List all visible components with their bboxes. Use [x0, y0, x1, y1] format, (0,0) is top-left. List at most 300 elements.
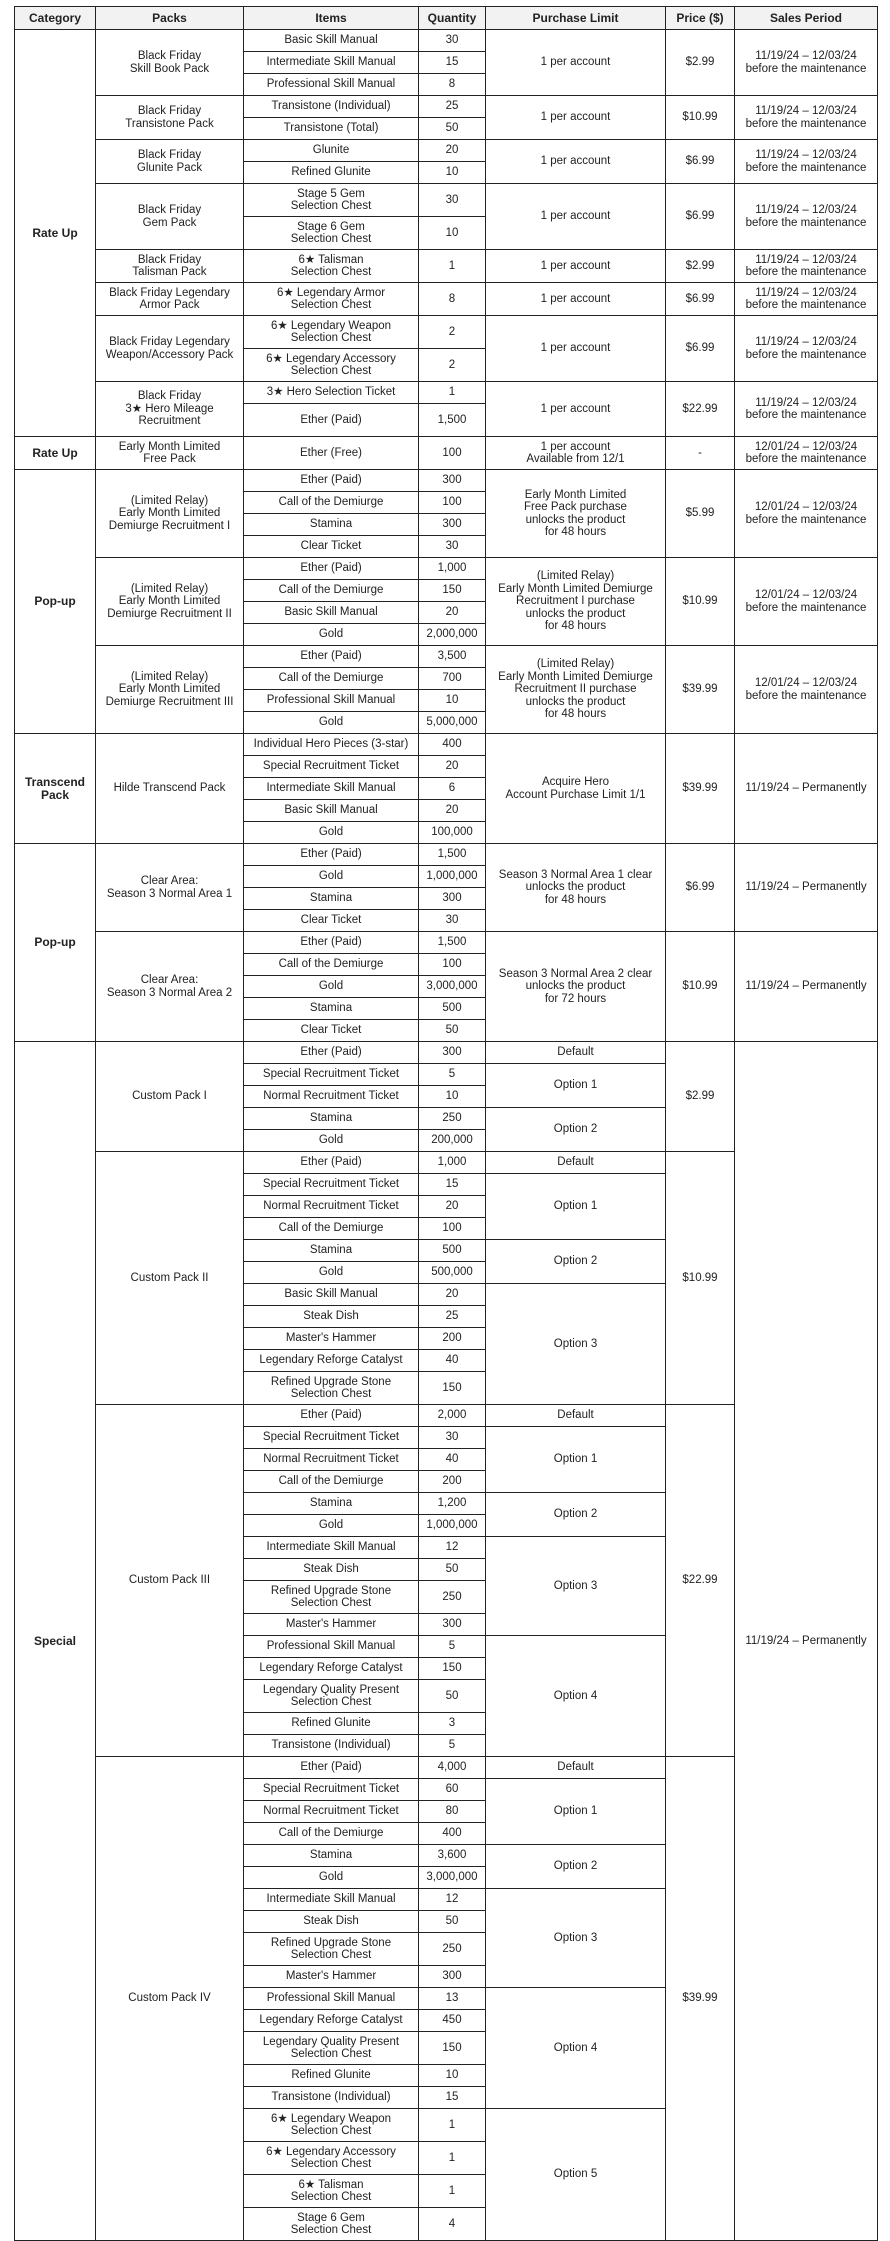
item-quantity-cell: 500	[419, 998, 486, 1020]
item-name-cell: Special Recruitment Ticket	[244, 756, 419, 778]
purchase-limit-cell: Default	[486, 1152, 666, 1174]
pack-name-cell: Black Friday Skill Book Pack	[96, 30, 244, 96]
item-name-cell: Ether (Paid)	[244, 470, 419, 492]
sales-period-cell: 11/19/24 – Permanently	[735, 844, 878, 932]
item-name-cell: Stamina	[244, 1108, 419, 1130]
item-quantity-cell: 6	[419, 778, 486, 800]
table-row	[15, 250, 878, 283]
pack-name-cell: Black Friday Talisman Pack	[96, 250, 244, 283]
item-quantity-cell: 3,000,000	[419, 1867, 486, 1889]
item-name-cell: Basic Skill Manual	[244, 30, 419, 52]
price-cell: $10.99	[666, 1152, 735, 1405]
purchase-limit-cell: Option 4	[486, 1636, 666, 1757]
header-packs: Packs	[96, 7, 244, 30]
item-quantity-cell: 400	[419, 734, 486, 756]
item-name-cell: Gold	[244, 1262, 419, 1284]
table-row	[15, 470, 878, 492]
pack-name-cell: Clear Area: Season 3 Normal Area 1	[96, 844, 244, 932]
table-row	[15, 437, 878, 470]
item-name-cell: Steak Dish	[244, 1306, 419, 1328]
purchase-limit-cell: Option 2	[486, 1845, 666, 1889]
item-name-cell: Gold	[244, 1130, 419, 1152]
item-name-cell: Ether (Paid)	[244, 646, 419, 668]
purchase-limit-cell: Option 3	[486, 1889, 666, 1988]
purchase-limit-cell: 1 per account	[486, 283, 666, 316]
purchase-limit-cell: Default	[486, 1405, 666, 1427]
item-quantity-cell: 10	[419, 690, 486, 712]
item-name-cell: Refined Glunite	[244, 2065, 419, 2087]
item-quantity-cell: 2	[419, 316, 486, 349]
purchase-limit-cell: 1 per account	[486, 140, 666, 184]
item-name-cell: Stage 6 Gem Selection Chest	[244, 217, 419, 250]
item-name-cell: Special Recruitment Ticket	[244, 1779, 419, 1801]
item-name-cell: Gold	[244, 866, 419, 888]
price-cell: $6.99	[666, 283, 735, 316]
item-quantity-cell: 15	[419, 2087, 486, 2109]
item-name-cell: 6★ Legendary Weapon Selection Chest	[244, 316, 419, 349]
item-quantity-cell: 50	[419, 118, 486, 140]
sales-period-cell: 11/19/24 – Permanently	[735, 1042, 878, 2241]
item-quantity-cell: 150	[419, 1658, 486, 1680]
item-name-cell: Transistone (Individual)	[244, 1735, 419, 1757]
item-quantity-cell: 300	[419, 888, 486, 910]
header-quantity: Quantity	[419, 7, 486, 30]
price-cell: $39.99	[666, 734, 735, 844]
sales-period-cell: 11/19/24 – 12/03/24 before the maintenance	[735, 316, 878, 382]
item-quantity-cell: 3,600	[419, 1845, 486, 1867]
item-name-cell: Legendary Reforge Catalyst	[244, 1658, 419, 1680]
item-name-cell: Stamina	[244, 1493, 419, 1515]
table-row	[15, 646, 878, 668]
item-quantity-cell: 300	[419, 1966, 486, 1988]
item-quantity-cell: 30	[419, 30, 486, 52]
item-name-cell: Call of the Demiurge	[244, 1471, 419, 1493]
pack-name-cell: (Limited Relay) Early Month Limited Demiurge Recruitment I	[96, 470, 244, 558]
table-row	[15, 1042, 878, 1064]
sales-period-cell: 11/19/24 – 12/03/24 before the maintenance	[735, 30, 878, 96]
item-name-cell: Refined Upgrade Stone Selection Chest	[244, 1933, 419, 1966]
item-name-cell: Special Recruitment Ticket	[244, 1174, 419, 1196]
item-name-cell: Ether (Paid)	[244, 1757, 419, 1779]
item-name-cell: Gold	[244, 822, 419, 844]
item-name-cell: Professional Skill Manual	[244, 74, 419, 96]
purchase-limit-cell: Option 5	[486, 2109, 666, 2241]
item-quantity-cell: 300	[419, 1042, 486, 1064]
item-quantity-cell: 1	[419, 2109, 486, 2142]
purchase-limit-cell: Option 2	[486, 1240, 666, 1284]
pack-name-cell: (Limited Relay) Early Month Limited Demiurge Recruitment III	[96, 646, 244, 734]
item-name-cell: Stamina	[244, 514, 419, 536]
item-name-cell: Clear Ticket	[244, 910, 419, 932]
item-name-cell: 3★ Hero Selection Ticket	[244, 382, 419, 404]
item-name-cell: Gold	[244, 976, 419, 998]
item-name-cell: Clear Ticket	[244, 1020, 419, 1042]
sales-period-cell: 11/19/24 – 12/03/24 before the maintenance	[735, 96, 878, 140]
table-row	[15, 558, 878, 580]
item-name-cell: Stage 6 Gem Selection Chest	[244, 2208, 419, 2241]
item-quantity-cell: 60	[419, 1779, 486, 1801]
item-quantity-cell: 100	[419, 437, 486, 470]
sales-period-cell: 11/19/24 – Permanently	[735, 932, 878, 1042]
pack-name-cell: Black Friday Legendary Armor Pack	[96, 283, 244, 316]
item-name-cell: Call of the Demiurge	[244, 1823, 419, 1845]
item-name-cell: Transistone (Individual)	[244, 96, 419, 118]
item-quantity-cell: 200	[419, 1471, 486, 1493]
sales-period-cell: 11/19/24 – 12/03/24 before the maintenance	[735, 184, 878, 250]
sales-period-cell: 11/19/24 – 12/03/24 before the maintenance	[735, 283, 878, 316]
item-quantity-cell: 4,000	[419, 1757, 486, 1779]
category-cell: Pop-up	[15, 470, 96, 734]
item-quantity-cell: 20	[419, 140, 486, 162]
item-name-cell: Call of the Demiurge	[244, 668, 419, 690]
pack-name-cell: Custom Pack I	[96, 1042, 244, 1152]
item-name-cell: Ether (Paid)	[244, 1405, 419, 1427]
item-name-cell: Legendary Quality Present Selection Chest	[244, 2032, 419, 2065]
table-row	[15, 96, 878, 118]
item-quantity-cell: 100	[419, 1218, 486, 1240]
item-quantity-cell: 4	[419, 2208, 486, 2241]
item-quantity-cell: 5	[419, 1636, 486, 1658]
price-cell: $6.99	[666, 184, 735, 250]
pack-name-cell: Custom Pack IV	[96, 1757, 244, 2241]
purchase-limit-cell: 1 per account Available from 12/1	[486, 437, 666, 470]
item-name-cell: Refined Upgrade Stone Selection Chest	[244, 1581, 419, 1614]
item-quantity-cell: 30	[419, 184, 486, 217]
item-quantity-cell: 1,500	[419, 932, 486, 954]
item-quantity-cell: 20	[419, 1196, 486, 1218]
item-quantity-cell: 450	[419, 2010, 486, 2032]
table-row	[15, 140, 878, 162]
item-name-cell: Normal Recruitment Ticket	[244, 1086, 419, 1108]
item-name-cell: Special Recruitment Ticket	[244, 1064, 419, 1086]
item-name-cell: Call of the Demiurge	[244, 1218, 419, 1240]
item-name-cell: 6★ Legendary Weapon Selection Chest	[244, 2109, 419, 2142]
purchase-limit-cell: Acquire Hero Account Purchase Limit 1/1	[486, 734, 666, 844]
item-name-cell: Gold	[244, 1515, 419, 1537]
item-quantity-cell: 20	[419, 800, 486, 822]
sales-period-cell: 12/01/24 – 12/03/24 before the maintenance	[735, 437, 878, 470]
item-name-cell: Legendary Reforge Catalyst	[244, 2010, 419, 2032]
item-quantity-cell: 30	[419, 1427, 486, 1449]
item-quantity-cell: 80	[419, 1801, 486, 1823]
item-quantity-cell: 1,500	[419, 404, 486, 437]
item-name-cell: 6★ Talisman Selection Chest	[244, 250, 419, 283]
item-name-cell: Normal Recruitment Ticket	[244, 1449, 419, 1471]
item-name-cell: Steak Dish	[244, 1911, 419, 1933]
item-name-cell: Normal Recruitment Ticket	[244, 1196, 419, 1218]
pack-name-cell: Black Friday Transistone Pack	[96, 96, 244, 140]
item-name-cell: Master's Hammer	[244, 1966, 419, 1988]
item-name-cell: Clear Ticket	[244, 536, 419, 558]
item-quantity-cell: 150	[419, 1372, 486, 1405]
item-quantity-cell: 1	[419, 382, 486, 404]
item-name-cell: Basic Skill Manual	[244, 800, 419, 822]
item-name-cell: Basic Skill Manual	[244, 602, 419, 624]
item-name-cell: Gold	[244, 1867, 419, 1889]
item-quantity-cell: 15	[419, 1174, 486, 1196]
item-quantity-cell: 250	[419, 1581, 486, 1614]
item-quantity-cell: 300	[419, 514, 486, 536]
item-quantity-cell: 250	[419, 1933, 486, 1966]
table-row	[15, 30, 878, 52]
item-quantity-cell: 5	[419, 1735, 486, 1757]
category-cell: Rate Up	[15, 437, 96, 470]
item-quantity-cell: 500,000	[419, 1262, 486, 1284]
item-name-cell: Stamina	[244, 998, 419, 1020]
item-name-cell: Ether (Paid)	[244, 1152, 419, 1174]
item-quantity-cell: 25	[419, 96, 486, 118]
header-purchase-limit: Purchase Limit	[486, 7, 666, 30]
price-cell: $39.99	[666, 1757, 735, 2241]
sales-period-cell: 11/19/24 – 12/03/24 before the maintenance	[735, 250, 878, 283]
category-cell: Rate Up	[15, 30, 96, 437]
pack-name-cell: Black Friday Gem Pack	[96, 184, 244, 250]
purchase-limit-cell: 1 per account	[486, 316, 666, 382]
header-price: Price ($)	[666, 7, 735, 30]
item-quantity-cell: 20	[419, 602, 486, 624]
item-quantity-cell: 12	[419, 1889, 486, 1911]
item-quantity-cell: 300	[419, 1614, 486, 1636]
item-name-cell: Stamina	[244, 1240, 419, 1262]
item-quantity-cell: 2,000,000	[419, 624, 486, 646]
sales-period-cell: 11/19/24 – Permanently	[735, 734, 878, 844]
item-name-cell: Stage 5 Gem Selection Chest	[244, 184, 419, 217]
price-cell: $10.99	[666, 558, 735, 646]
item-name-cell: 6★ Legendary Armor Selection Chest	[244, 283, 419, 316]
item-name-cell: Refined Glunite	[244, 162, 419, 184]
item-name-cell: Legendary Quality Present Selection Chest	[244, 1680, 419, 1713]
item-quantity-cell: 1,200	[419, 1493, 486, 1515]
category-cell: Special	[15, 1042, 96, 2241]
item-quantity-cell: 200,000	[419, 1130, 486, 1152]
item-name-cell: Refined Upgrade Stone Selection Chest	[244, 1372, 419, 1405]
item-quantity-cell: 10	[419, 1086, 486, 1108]
purchase-limit-cell: 1 per account	[486, 250, 666, 283]
pack-table-container	[14, 6, 878, 2241]
item-name-cell: Professional Skill Manual	[244, 690, 419, 712]
item-quantity-cell: 2	[419, 349, 486, 382]
header-category: Category	[15, 7, 96, 30]
item-name-cell: Gold	[244, 712, 419, 734]
item-quantity-cell: 30	[419, 910, 486, 932]
pack-name-cell: Early Month Limited Free Pack	[96, 437, 244, 470]
purchase-limit-cell: 1 per account	[486, 184, 666, 250]
table-row	[15, 382, 878, 404]
price-cell: $2.99	[666, 30, 735, 96]
purchase-limit-cell: Option 1	[486, 1174, 666, 1240]
item-quantity-cell: 8	[419, 283, 486, 316]
item-quantity-cell: 13	[419, 1988, 486, 2010]
price-cell: $2.99	[666, 250, 735, 283]
item-name-cell: Ether (Free)	[244, 437, 419, 470]
item-name-cell: Intermediate Skill Manual	[244, 778, 419, 800]
purchase-limit-cell: 1 per account	[486, 96, 666, 140]
pack-name-cell: Custom Pack III	[96, 1405, 244, 1757]
item-name-cell: Transistone (Total)	[244, 118, 419, 140]
table-row	[15, 184, 878, 217]
price-cell: $2.99	[666, 1042, 735, 1152]
item-name-cell: Professional Skill Manual	[244, 1636, 419, 1658]
purchase-limit-cell: Default	[486, 1042, 666, 1064]
item-quantity-cell: 2,000	[419, 1405, 486, 1427]
item-quantity-cell: 50	[419, 1911, 486, 1933]
item-quantity-cell: 30	[419, 536, 486, 558]
purchase-limit-cell: Season 3 Normal Area 2 clear unlocks the product for 72 hours	[486, 932, 666, 1042]
item-name-cell: Stamina	[244, 888, 419, 910]
item-name-cell: Ether (Paid)	[244, 558, 419, 580]
table-body	[15, 30, 878, 2241]
category-cell: Transcend Pack	[15, 734, 96, 844]
item-quantity-cell: 12	[419, 1537, 486, 1559]
item-name-cell: Ether (Paid)	[244, 932, 419, 954]
item-quantity-cell: 8	[419, 74, 486, 96]
pack-name-cell: Clear Area: Season 3 Normal Area 2	[96, 932, 244, 1042]
pack-name-cell: (Limited Relay) Early Month Limited Demiurge Recruitment II	[96, 558, 244, 646]
header-row	[15, 7, 878, 30]
item-quantity-cell: 20	[419, 756, 486, 778]
price-cell: $39.99	[666, 646, 735, 734]
sales-period-cell: 11/19/24 – 12/03/24 before the maintenance	[735, 382, 878, 437]
item-name-cell: Basic Skill Manual	[244, 1284, 419, 1306]
item-quantity-cell: 400	[419, 1823, 486, 1845]
item-name-cell: 6★ Legendary Accessory Selection Chest	[244, 2142, 419, 2175]
header-sales-period: Sales Period	[735, 7, 878, 30]
item-quantity-cell: 1,500	[419, 844, 486, 866]
item-quantity-cell: 1,000	[419, 1152, 486, 1174]
item-quantity-cell: 50	[419, 1020, 486, 1042]
sales-period-cell: 12/01/24 – 12/03/24 before the maintenance	[735, 646, 878, 734]
item-name-cell: Call of the Demiurge	[244, 580, 419, 602]
item-name-cell: Steak Dish	[244, 1559, 419, 1581]
purchase-limit-cell: Option 2	[486, 1493, 666, 1537]
item-name-cell: Gold	[244, 624, 419, 646]
item-quantity-cell: 50	[419, 1680, 486, 1713]
item-name-cell: Intermediate Skill Manual	[244, 52, 419, 74]
header-items: Items	[244, 7, 419, 30]
purchase-limit-cell: Season 3 Normal Area 1 clear unlocks the product for 48 hours	[486, 844, 666, 932]
item-name-cell: Refined Glunite	[244, 1713, 419, 1735]
item-name-cell: Ether (Paid)	[244, 844, 419, 866]
pack-name-cell: Hilde Transcend Pack	[96, 734, 244, 844]
purchase-limit-cell: Early Month Limited Free Pack purchase unlocks the product for 48 hours	[486, 470, 666, 558]
item-quantity-cell: 1,000	[419, 558, 486, 580]
table-row	[15, 932, 878, 954]
purchase-limit-cell: Option 4	[486, 1988, 666, 2109]
item-quantity-cell: 150	[419, 580, 486, 602]
purchase-limit-cell: (Limited Relay) Early Month Limited Demiurge Recruitment I purchase unlocks the product for 48 hours	[486, 558, 666, 646]
price-cell: $10.99	[666, 932, 735, 1042]
item-name-cell: 6★ Talisman Selection Chest	[244, 2175, 419, 2208]
sales-period-cell: 12/01/24 – 12/03/24 before the maintenance	[735, 470, 878, 558]
item-name-cell: Intermediate Skill Manual	[244, 1537, 419, 1559]
purchase-limit-cell: 1 per account	[486, 30, 666, 96]
item-quantity-cell: 500	[419, 1240, 486, 1262]
purchase-limit-cell: Default	[486, 1757, 666, 1779]
item-name-cell: Call of the Demiurge	[244, 954, 419, 976]
item-name-cell: Ether (Paid)	[244, 404, 419, 437]
item-name-cell: Stamina	[244, 1845, 419, 1867]
purchase-limit-cell: 1 per account	[486, 382, 666, 437]
item-quantity-cell: 40	[419, 1350, 486, 1372]
item-quantity-cell: 300	[419, 470, 486, 492]
item-name-cell: Intermediate Skill Manual	[244, 1889, 419, 1911]
purchase-limit-cell: Option 1	[486, 1779, 666, 1845]
pack-name-cell: Black Friday Legendary Weapon/Accessory Pack	[96, 316, 244, 382]
item-name-cell: Transistone (Individual)	[244, 2087, 419, 2109]
price-cell: $6.99	[666, 316, 735, 382]
item-name-cell: 6★ Legendary Accessory Selection Chest	[244, 349, 419, 382]
purchase-limit-cell: Option 1	[486, 1064, 666, 1108]
item-quantity-cell: 10	[419, 217, 486, 250]
sales-period-cell: 12/01/24 – 12/03/24 before the maintenance	[735, 558, 878, 646]
pack-table	[14, 6, 878, 2241]
table-row	[15, 283, 878, 316]
item-quantity-cell: 1	[419, 250, 486, 283]
item-quantity-cell: 1,000,000	[419, 1515, 486, 1537]
item-name-cell: Master's Hammer	[244, 1614, 419, 1636]
table-row	[15, 316, 878, 349]
item-quantity-cell: 10	[419, 162, 486, 184]
item-quantity-cell: 15	[419, 52, 486, 74]
item-name-cell: Legendary Reforge Catalyst	[244, 1350, 419, 1372]
item-quantity-cell: 5,000,000	[419, 712, 486, 734]
item-name-cell: Professional Skill Manual	[244, 1988, 419, 2010]
item-quantity-cell: 20	[419, 1284, 486, 1306]
item-quantity-cell: 100,000	[419, 822, 486, 844]
item-quantity-cell: 1	[419, 2175, 486, 2208]
item-quantity-cell: 150	[419, 2032, 486, 2065]
pack-name-cell: Black Friday 3★ Hero Mileage Recruitment	[96, 382, 244, 437]
price-cell: $10.99	[666, 96, 735, 140]
item-quantity-cell: 100	[419, 492, 486, 514]
category-cell: Pop-up	[15, 844, 96, 1042]
item-name-cell: Normal Recruitment Ticket	[244, 1801, 419, 1823]
item-quantity-cell: 50	[419, 1559, 486, 1581]
item-name-cell: Glunite	[244, 140, 419, 162]
purchase-limit-cell: Option 3	[486, 1537, 666, 1636]
item-quantity-cell: 3	[419, 1713, 486, 1735]
price-cell: -	[666, 437, 735, 470]
item-quantity-cell: 1,000,000	[419, 866, 486, 888]
item-name-cell: Master's Hammer	[244, 1328, 419, 1350]
item-name-cell: Ether (Paid)	[244, 1042, 419, 1064]
price-cell: $6.99	[666, 844, 735, 932]
item-quantity-cell: 25	[419, 1306, 486, 1328]
item-quantity-cell: 3,500	[419, 646, 486, 668]
price-cell: $22.99	[666, 382, 735, 437]
item-quantity-cell: 5	[419, 1064, 486, 1086]
item-quantity-cell: 3,000,000	[419, 976, 486, 998]
item-name-cell: Special Recruitment Ticket	[244, 1427, 419, 1449]
table-row	[15, 844, 878, 866]
item-name-cell: Call of the Demiurge	[244, 492, 419, 514]
item-quantity-cell: 1	[419, 2142, 486, 2175]
price-cell: $5.99	[666, 470, 735, 558]
purchase-limit-cell: (Limited Relay) Early Month Limited Demiurge Recruitment II purchase unlocks the product for 48 hours	[486, 646, 666, 734]
item-quantity-cell: 700	[419, 668, 486, 690]
price-cell: $22.99	[666, 1405, 735, 1757]
pack-name-cell: Black Friday Glunite Pack	[96, 140, 244, 184]
sales-period-cell: 11/19/24 – 12/03/24 before the maintenance	[735, 140, 878, 184]
item-name-cell: Individual Hero Pieces (3-star)	[244, 734, 419, 756]
item-quantity-cell: 10	[419, 2065, 486, 2087]
pack-name-cell: Custom Pack II	[96, 1152, 244, 1405]
purchase-limit-cell: Option 1	[486, 1427, 666, 1493]
item-quantity-cell: 100	[419, 954, 486, 976]
item-quantity-cell: 250	[419, 1108, 486, 1130]
table-row	[15, 734, 878, 756]
purchase-limit-cell: Option 3	[486, 1284, 666, 1405]
